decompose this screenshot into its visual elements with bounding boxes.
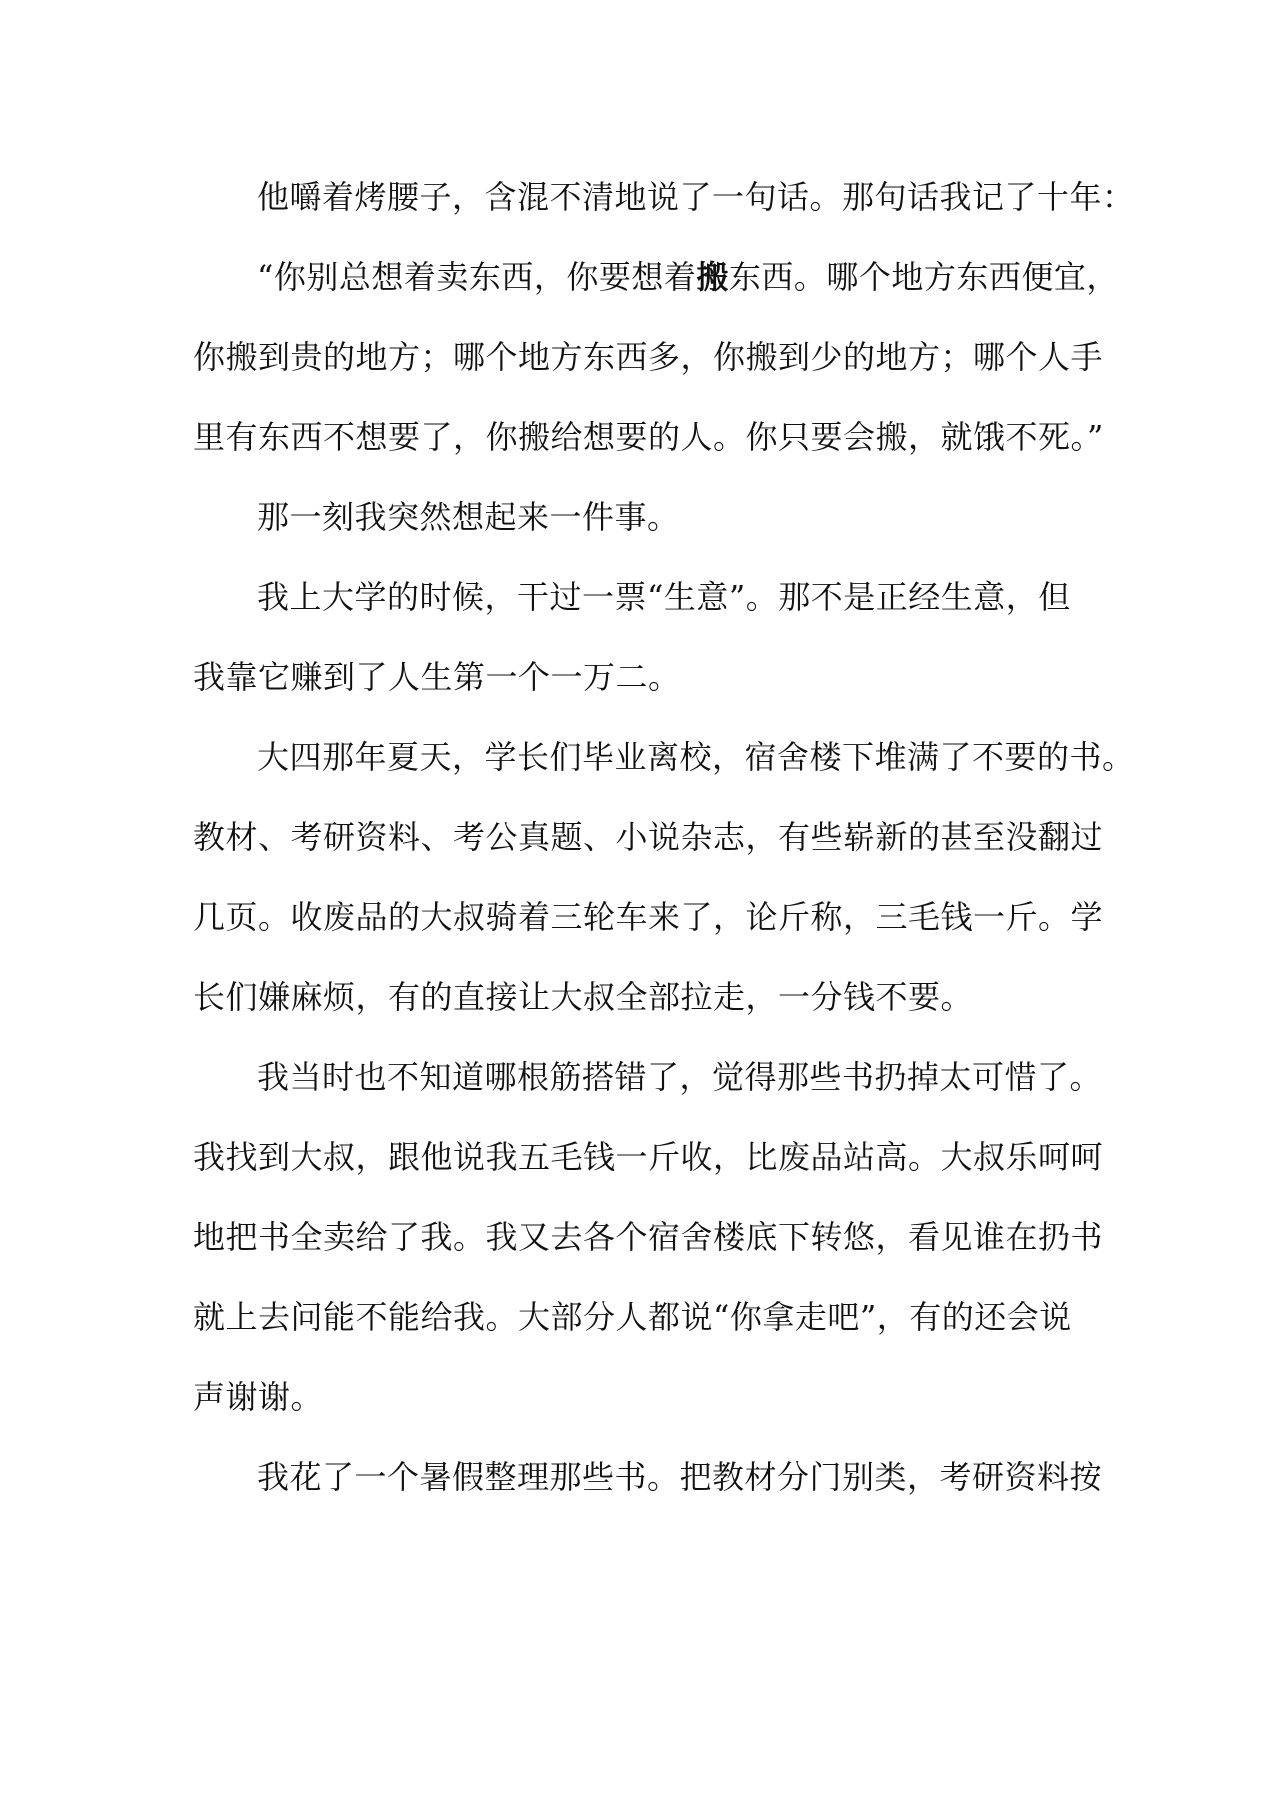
body-text bbox=[193, 168, 1135, 1528]
paragraph bbox=[193, 568, 1093, 728]
paragraph bbox=[193, 728, 1135, 1048]
text-line: 你搬到贵的地方；哪个地方东西多，你搬到少的地方；哪个人手 bbox=[193, 338, 1104, 376]
paragraph bbox=[193, 168, 1135, 248]
text-line: 几页。收废品的大叔骑着三轮车来了，论斤称，三毛钱一斤。学 bbox=[193, 898, 1104, 936]
text-line: 声谢谢。 bbox=[193, 1378, 324, 1416]
text-span: 东西。哪个地方东西便宜， bbox=[728, 258, 1119, 296]
text-line: 地把书全卖给了我。我又去各个宿舍楼底下转悠，看见谁在扔书 bbox=[193, 1218, 1104, 1256]
text-line bbox=[193, 248, 1119, 328]
text-line: 那一刻我突然想起来一件事。 bbox=[257, 498, 680, 536]
text-line: 就上去问能不能给我。大部分人都说“你拿走吧”，有的还会说 bbox=[193, 1298, 1072, 1336]
text-line: 我当时也不知道哪根筋搭错了，觉得那些书扔掉太可惜了。 bbox=[257, 1058, 1103, 1096]
text-line: 大四那年夏天，学长们毕业离校，宿舍楼下堆满了不要的书。 bbox=[257, 738, 1135, 776]
text-span: “你别总想着卖东西，你要想着 bbox=[257, 258, 697, 296]
text-line: 教材、考研资料、考公真题、小说杂志，有些崭新的甚至没翻过 bbox=[193, 818, 1104, 856]
emphasized-word: 搬 bbox=[696, 258, 729, 296]
text-line: 里有东西不想要了，你搬给想要的人。你只要会搬，就饿不死。” bbox=[193, 418, 1104, 456]
text-line: 我花了一个暑假整理那些书。把教材分门别类，考研资料按 bbox=[257, 1458, 1103, 1496]
text-line: 我上大学的时候，干过一票“生意”。那不是正经生意，但 bbox=[257, 578, 1071, 616]
text-line: 长们嫌麻烦，有的直接让大叔全部拉走，一分钱不要。 bbox=[193, 978, 974, 1016]
paragraph bbox=[193, 488, 1093, 568]
text-line: 我靠它赚到了人生第一个一万二。 bbox=[193, 658, 681, 696]
text-line: 我找到大叔，跟他说我五毛钱一斤收，比废品站高。大叔乐呵呵 bbox=[193, 1138, 1104, 1176]
paragraph bbox=[193, 248, 1119, 488]
paragraph bbox=[193, 1048, 1104, 1448]
paragraph bbox=[193, 1448, 1103, 1528]
text-line: 他嚼着烤腰子，含混不清地说了一句话。那句话我记了十年： bbox=[257, 178, 1135, 216]
